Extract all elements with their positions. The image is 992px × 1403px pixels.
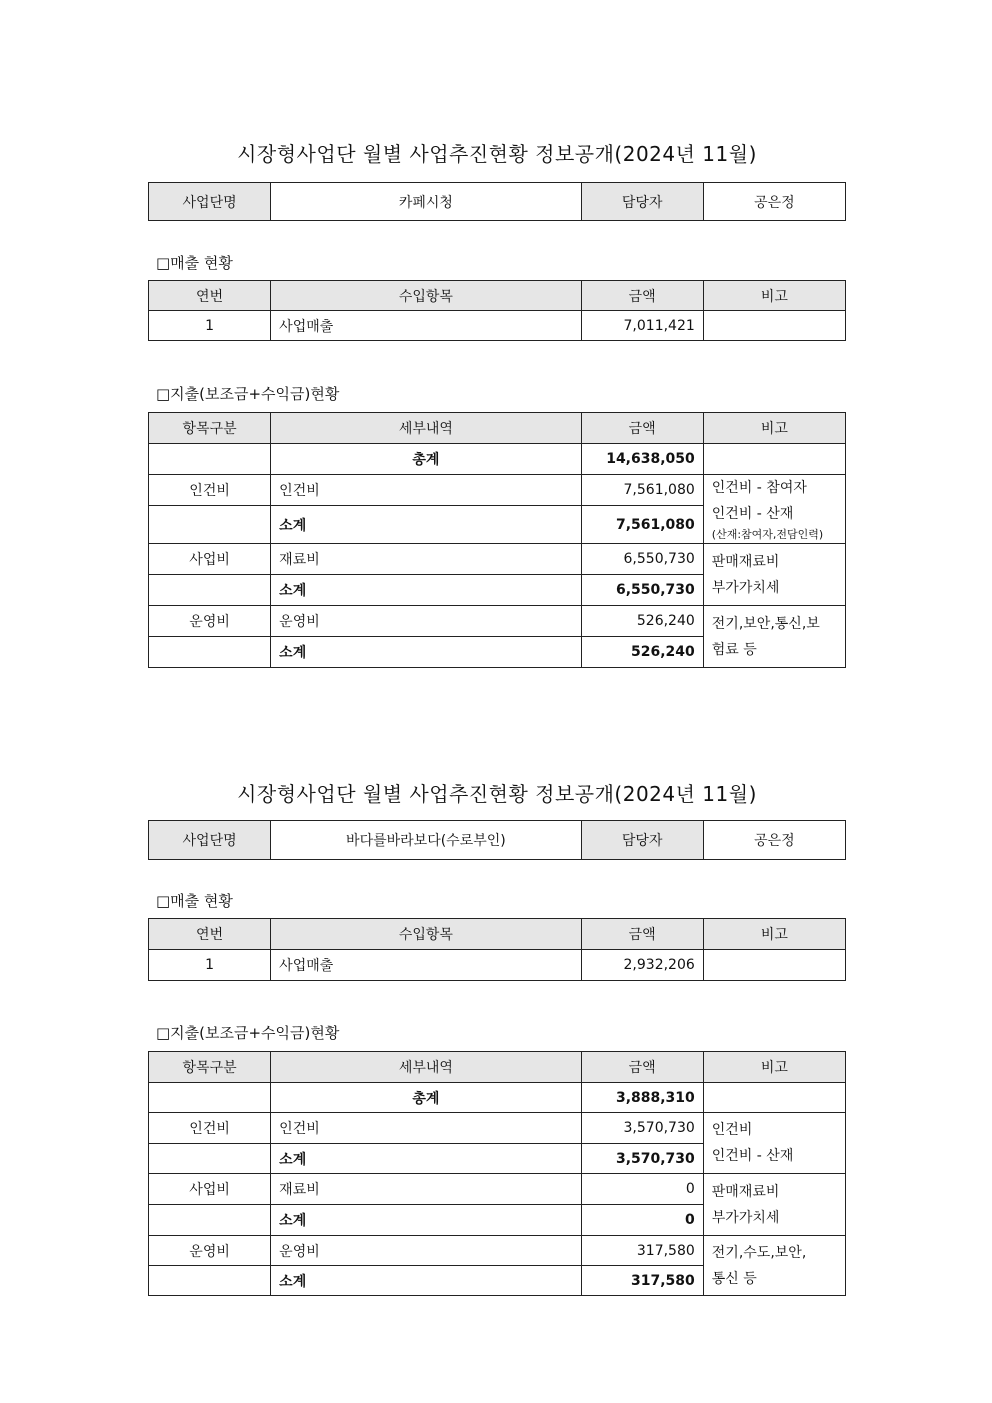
group-detail: 인건비 bbox=[271, 475, 581, 506]
sales-table bbox=[148, 280, 846, 341]
total-amount: 3,888,310 bbox=[581, 1083, 703, 1113]
total-label: 총계 bbox=[271, 1083, 581, 1113]
expense-header-amount: 금액 bbox=[581, 413, 703, 444]
table-row bbox=[149, 444, 846, 475]
expense-header-detail: 세부내역 bbox=[271, 413, 581, 444]
note-line: 판매재료비 bbox=[711, 553, 780, 570]
sales-table bbox=[148, 918, 846, 981]
group-detail: 운영비 bbox=[271, 606, 581, 637]
sales-header-no: 연번 bbox=[149, 281, 271, 311]
total-category bbox=[149, 1083, 271, 1113]
sales-no: 1 bbox=[149, 950, 271, 981]
sales-no: 1 bbox=[149, 311, 271, 341]
group-detail: 운영비 bbox=[271, 1236, 581, 1266]
report-title: 시장형사업단 월별 사업추진현황 정보공개(2024년 11월) bbox=[237, 782, 757, 806]
info-name-label: 사업단명 bbox=[149, 821, 271, 860]
note-line: 부가가치세 bbox=[711, 1209, 780, 1226]
info-manager-label: 담당자 bbox=[581, 821, 703, 860]
info-name-value: 카페시청 bbox=[271, 183, 581, 221]
info-manager-value: 공은정 bbox=[703, 821, 845, 860]
sales-section-label: □매출 현황 bbox=[156, 892, 233, 910]
group-detail: 재료비 bbox=[271, 544, 581, 575]
subtotal-category bbox=[149, 1144, 271, 1174]
group-detail: 인건비 bbox=[271, 1113, 581, 1144]
group-amount: 0 bbox=[581, 1174, 703, 1205]
group-note bbox=[703, 1174, 845, 1236]
info-table bbox=[148, 820, 846, 860]
subtotal-amount: 526,240 bbox=[581, 637, 703, 668]
subtotal-category bbox=[149, 1205, 271, 1236]
group-amount: 317,580 bbox=[581, 1236, 703, 1266]
note-line: 전기,보안,통신,보 bbox=[711, 615, 820, 632]
info-name-label: 사업단명 bbox=[149, 183, 271, 221]
group-amount: 526,240 bbox=[581, 606, 703, 637]
info-manager-label: 담당자 bbox=[581, 183, 703, 221]
total-category bbox=[149, 444, 271, 475]
note-line: 통신 등 bbox=[711, 1270, 757, 1287]
expense-table bbox=[148, 412, 846, 668]
sales-amount: 7,011,421 bbox=[581, 311, 703, 341]
group-amount: 6,550,730 bbox=[581, 544, 703, 575]
group-note bbox=[703, 606, 845, 668]
subtotal-category bbox=[149, 575, 271, 606]
expense-section-label: □지출(보조금+수익금)현황 bbox=[156, 1024, 340, 1042]
sales-section-label: □매출 현황 bbox=[156, 254, 233, 272]
note-line: 험료 등 bbox=[711, 641, 757, 658]
subtotal-label: 소계 bbox=[271, 1205, 581, 1236]
group-amount: 3,570,730 bbox=[581, 1113, 703, 1144]
table-row bbox=[149, 1174, 846, 1205]
subtotal-category bbox=[149, 506, 271, 544]
group-note bbox=[703, 1236, 845, 1296]
note-line: 인건비 - 산재 bbox=[711, 506, 794, 522]
total-note bbox=[703, 1083, 845, 1113]
sales-header-amount: 금액 bbox=[581, 919, 703, 950]
expense-table bbox=[148, 1051, 846, 1296]
expense-header-amount: 금액 bbox=[581, 1052, 703, 1083]
note-line: 부가가치세 bbox=[711, 579, 780, 596]
group-category: 인건비 bbox=[149, 475, 271, 506]
subtotal-amount: 6,550,730 bbox=[581, 575, 703, 606]
table-row bbox=[149, 606, 846, 637]
subtotal-label: 소계 bbox=[271, 575, 581, 606]
table-row bbox=[149, 1236, 846, 1266]
subtotal-category bbox=[149, 637, 271, 668]
group-category: 인건비 bbox=[149, 1113, 271, 1144]
total-note bbox=[703, 444, 845, 475]
expense-header-note: 비고 bbox=[703, 413, 845, 444]
table-row bbox=[149, 475, 846, 506]
subtotal-label: 소계 bbox=[271, 1266, 581, 1296]
sales-header-note: 비고 bbox=[703, 919, 845, 950]
sales-header-amount: 금액 bbox=[581, 281, 703, 311]
sales-header-item: 수입항목 bbox=[271, 281, 581, 311]
group-detail: 재료비 bbox=[271, 1174, 581, 1205]
table-row bbox=[149, 950, 846, 981]
total-amount: 14,638,050 bbox=[581, 444, 703, 475]
sales-amount: 2,932,206 bbox=[581, 950, 703, 981]
sales-item: 사업매출 bbox=[271, 311, 581, 341]
note-line: 인건비 - 산재 bbox=[711, 1148, 794, 1164]
group-category: 운영비 bbox=[149, 606, 271, 637]
total-label: 총계 bbox=[271, 444, 581, 475]
subtotal-label: 소계 bbox=[271, 1144, 581, 1174]
note-line: 인건비 bbox=[711, 1122, 753, 1138]
subtotal-amount: 317,580 bbox=[581, 1266, 703, 1296]
group-category: 사업비 bbox=[149, 544, 271, 575]
info-table bbox=[148, 182, 846, 221]
expense-header-category: 항목구분 bbox=[149, 1052, 271, 1083]
group-note bbox=[703, 544, 845, 606]
expense-header-detail: 세부내역 bbox=[271, 1052, 581, 1083]
group-note bbox=[703, 475, 845, 544]
group-category: 사업비 bbox=[149, 1174, 271, 1205]
sales-header-item: 수입항목 bbox=[271, 919, 581, 950]
table-row bbox=[149, 1083, 846, 1113]
report-title: 시장형사업단 월별 사업추진현황 정보공개(2024년 11월) bbox=[237, 142, 757, 166]
info-name-value: 바다를바라보다(수로부인) bbox=[271, 821, 581, 860]
table-row bbox=[149, 311, 846, 341]
sales-header-no: 연번 bbox=[149, 919, 271, 950]
sales-header-note: 비고 bbox=[703, 281, 845, 311]
group-note bbox=[703, 1113, 845, 1174]
subtotal-amount: 3,570,730 bbox=[581, 1144, 703, 1174]
note-small: (산재:참여자,전담인력) bbox=[711, 528, 824, 541]
expense-header-note: 비고 bbox=[703, 1052, 845, 1083]
note-line: 인건비 - 참여자 bbox=[711, 480, 807, 496]
sales-note bbox=[703, 311, 845, 341]
expense-section-label: □지출(보조금+수익금)현황 bbox=[156, 385, 340, 403]
subtotal-label: 소계 bbox=[271, 506, 581, 544]
expense-header-category: 항목구분 bbox=[149, 413, 271, 444]
info-manager-value: 공은정 bbox=[703, 183, 845, 221]
subtotal-amount: 7,561,080 bbox=[581, 506, 703, 544]
subtotal-label: 소계 bbox=[271, 637, 581, 668]
sales-item: 사업매출 bbox=[271, 950, 581, 981]
group-category: 운영비 bbox=[149, 1236, 271, 1266]
subtotal-amount: 0 bbox=[581, 1205, 703, 1236]
note-line: 전기,수도,보안, bbox=[711, 1244, 807, 1261]
table-row bbox=[149, 544, 846, 575]
sales-note bbox=[703, 950, 845, 981]
note-line: 판매재료비 bbox=[711, 1183, 780, 1200]
table-row bbox=[149, 1113, 846, 1144]
group-amount: 7,561,080 bbox=[581, 475, 703, 506]
subtotal-category bbox=[149, 1266, 271, 1296]
